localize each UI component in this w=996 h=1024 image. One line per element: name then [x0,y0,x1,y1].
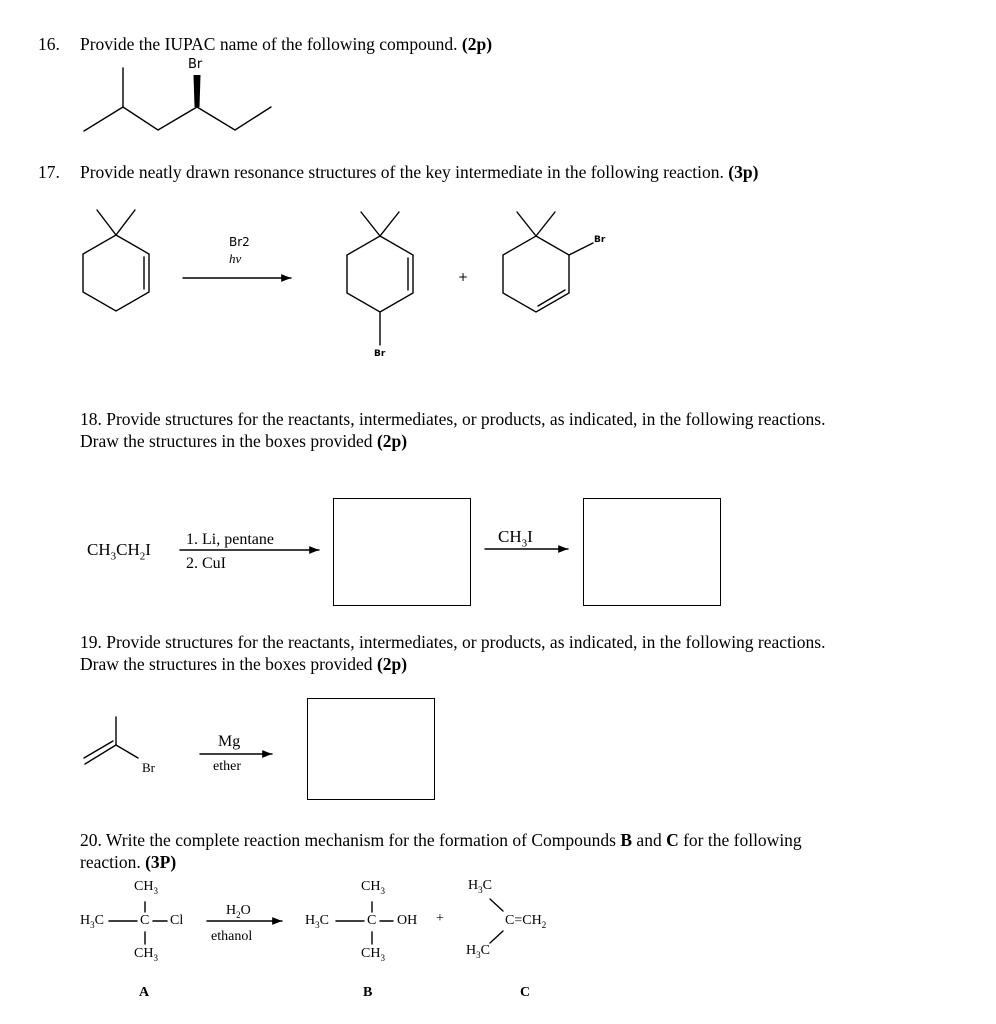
q20-B-ch3-top: $CH_3$ [361,879,385,896]
q20-A-h3c: $H_3C$ [80,913,104,930]
q16-number: 16. [38,34,60,54]
q18-reactant: $CH_3CH_2I$ [87,540,151,563]
q19-reagent-bottom: ether [213,759,241,774]
q17-product1 [347,212,413,345]
q20-A-bonds [109,902,167,944]
q17-reagent-bottom: hν [229,251,242,266]
q20-A-ch3-bottom: $CH_3$ [134,946,158,963]
q20-plus: + [436,911,444,926]
q17-product2 [503,212,593,312]
q20-line2-text: reaction. [80,852,141,872]
q17-reagent-top: Br2 [229,235,250,249]
q20-and: and [636,830,662,850]
q18-answer-box-1[interactable] [333,498,471,606]
q20-B-c: C [367,913,377,928]
q18-points: (2p) [376,431,408,451]
q20-A-c: C [140,913,150,928]
q19-molecule [84,717,138,764]
q17-prompt-text: Provide neatly drawn resonance structures of the key intermediate in the following reaction. [80,162,724,182]
q19-line1: 19. Provide structures for the reactants, intermediates, or products, as indicated, in the following reactions. [80,632,826,652]
q20-B-ch3-bottom: $CH_3$ [361,946,385,963]
q16-br-label: Br [188,57,203,72]
q20-C-h3c-bottom: $H_3C$ [466,943,490,960]
q20-reagent-bottom: ethanol [211,929,253,944]
q19-points: (2p) [376,654,408,674]
q19-answer-box[interactable] [307,698,435,800]
q19-reagent-top: Mg [218,733,241,750]
q20-label-C: C [520,985,531,1000]
q20-label-B: B [363,985,373,1000]
q20-reagent-top: $H_2O$ [226,903,251,920]
q19-br-label: Br [142,760,155,775]
q20-points: (3P) [145,852,177,872]
q18-line2-text: Draw the structures in the boxes provided [80,431,373,451]
q20-A-cl: Cl [170,913,184,928]
q20-C-bonds [490,899,503,943]
q20-label-A: A [139,985,150,1000]
q16-prompt-text: Provide the IUPAC name of the following compound. [80,34,458,54]
q16-molecule [84,68,271,131]
q19-line2-text: Draw the structures in the boxes provided [80,654,373,674]
q18-condition1: 1. Li, pentane [186,531,274,548]
q16-points: (2p) [461,34,493,54]
q20-C-cch2: $C=CH_2$ [505,913,547,930]
q17-product2-br: Br [594,235,606,245]
q20-B-bonds [336,902,393,944]
q20-compound-B: B [620,830,633,850]
q17-number: 17. [38,162,60,182]
q20-compound-C: C [666,830,679,850]
q20-line1-suffix: for the following [683,830,802,850]
q20-B-h3c: $H_3C$ [305,913,329,930]
q20-A-ch3-top: $CH_3$ [134,879,158,896]
q20-C-h3c-top: $H_3C$ [468,878,492,895]
q17-plus: + [458,270,469,284]
q20-B-oh: OH [397,913,418,928]
q17-product1-br: Br [374,349,386,359]
q18-answer-box-2[interactable] [583,498,721,606]
q18-line1: 18. Provide structures for the reactants, intermediates, or products, as indicated, in the following reactions. [80,409,826,429]
q17-reactant [83,210,149,311]
q20-line1-prefix: 20. Write the complete reaction mechanism for the formation of Compounds [80,830,616,850]
q17-points: (3p) [728,162,759,182]
q18-reagent2: $CH_3I$ [498,527,533,550]
q18-condition2: 2. CuI [186,555,226,572]
